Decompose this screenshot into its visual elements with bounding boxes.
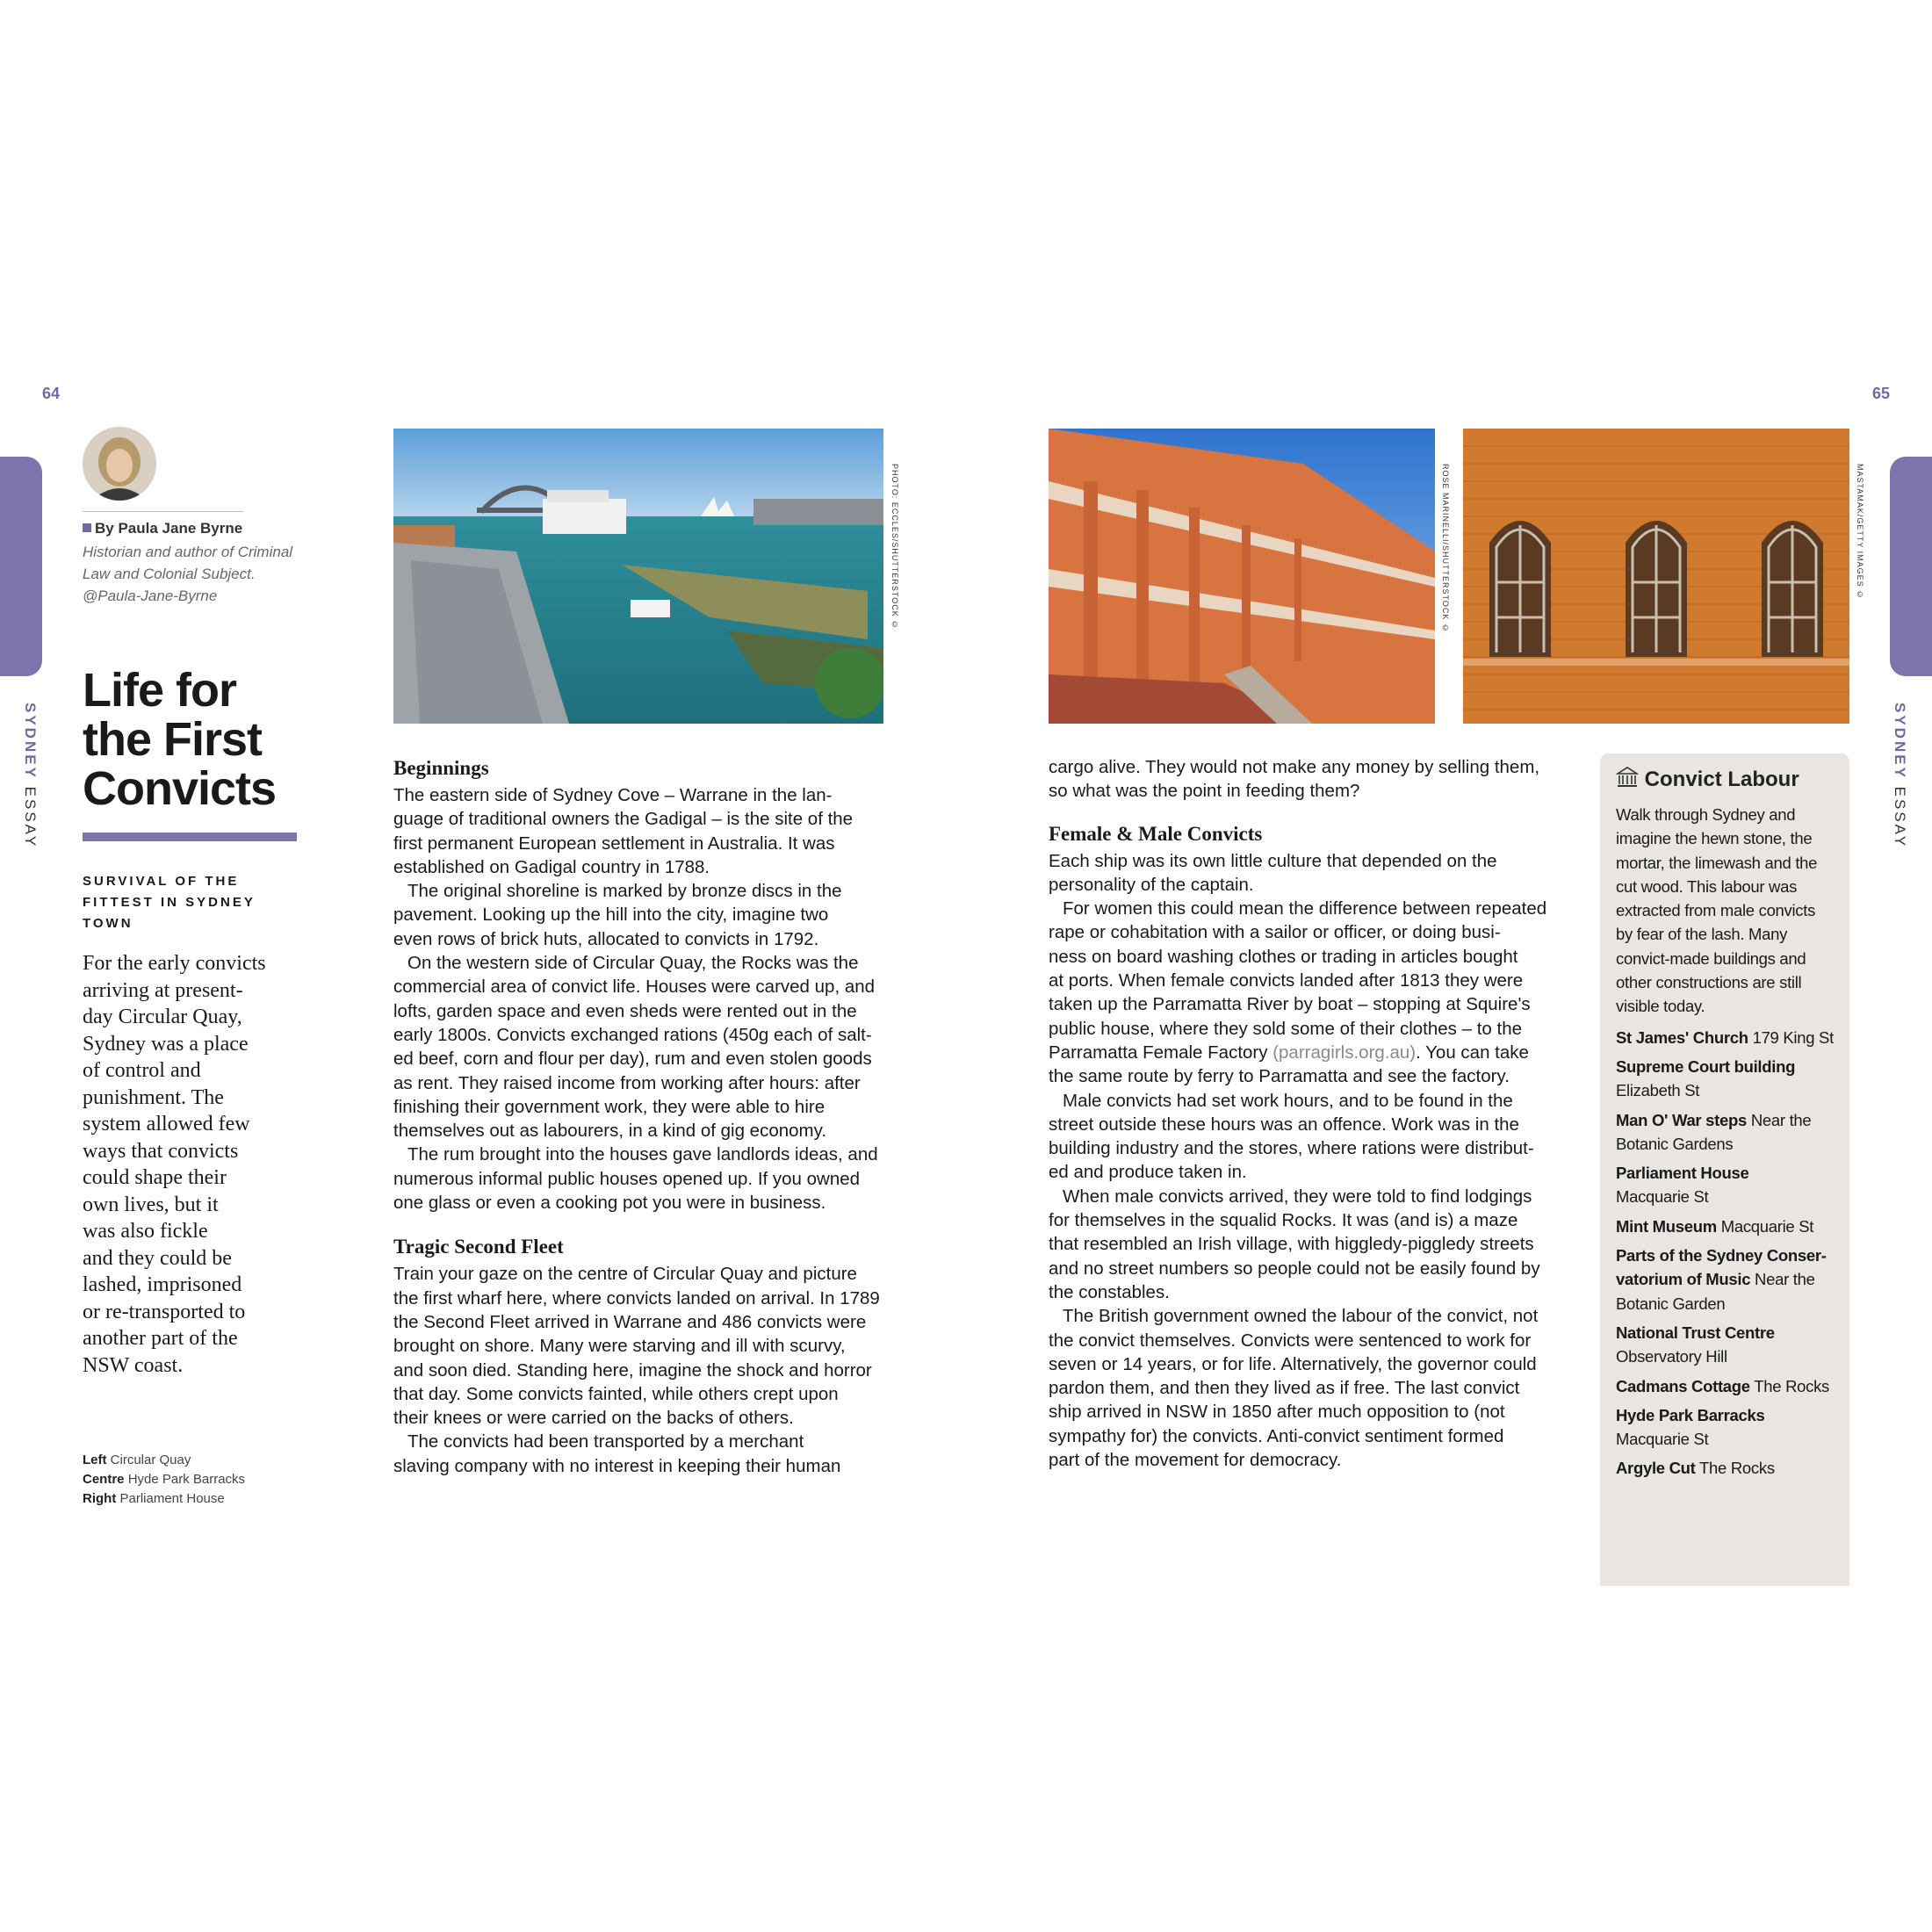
sidebar-body [1616,803,1844,1486]
paragraph: The eastern side of Sydney Cove – Warrane in the lan- guage of traditional owners the Gadigal – is the site of the first permanent European settlement in Australia. It was established on Gadigal country in 1788. [393,785,854,877]
heading-beginnings: Beginnings [393,757,489,779]
author-divider [83,511,243,512]
sidebar-place: Man O' War steps Near the Botanic Gardens [1616,1110,1812,1153]
body-column-2 [1049,755,1571,1472]
intro-line: lashed, imprisoned [83,1273,242,1296]
sidebar-place: National Trust Centre Observatory Hill [1616,1323,1775,1366]
intro-paragraph [83,950,311,1379]
photo-circular-quay [393,429,883,724]
paragraph: The British government owned the labour of the convict, not the convict themselves. Convicts were sentenced to work for seven or 14 years, or for life. Alternatively, the governor could pardon them, and then they lived as if free. The last convict ship arrived in NSW in 1850 after much opposition to (not sympathy for) the convicts. Anti-convict sentiment formed part of the movement for democracy. [1049,1306,1539,1471]
sidebar-intro: Walk through Sydney and imagine the hewn stone, the mortar, the limewash and the cut wood. This labour was extracted from male convicts by fear of the lash. Many convict-made buildings and other constructions are still visible today. [1616,805,1818,1016]
caption-left: Left Circular Quay [83,1453,191,1467]
sidebar-place: Hyde Park Barracks Macquarie St [1616,1405,1765,1449]
sidebar-place: Cadmans Cottage The Rocks [1616,1376,1830,1395]
title-underline [83,833,297,841]
intro-line: ways that convicts [83,1139,239,1163]
section-label-right: SYDNEY ESSAY [1892,703,1908,849]
intro-line: For the early convicts [83,952,266,975]
caption-centre: Centre Hyde Park Barracks [83,1472,246,1487]
paragraph: On the western side of Circular Quay, the Rocks was the commercial area of convict life. Houses were carved up, and lofts, garden space and even sheds were rented out in the early 1800s. Convicts exchanged rations (450g each of salt- ed beef, corn and flour per day), rum and even stolen goods as rent. They raised income from working after hours: after finishing their government work, they were able to hire themselves out as labourers, in a kind of gig economy. [393,953,876,1142]
sidebar-place: Argyle Cut The Rocks [1616,1459,1775,1478]
photo-credit-2: ROSE MARINELLI/SHUTTERSTOCK © [1441,464,1450,633]
sidebar-place: Parliament House Macquarie St [1616,1164,1749,1207]
sidebar-place: Parts of the Sydney Conser- vatorium of Music Near the Botanic Garden [1616,1246,1827,1313]
intro-line: punishment. The [83,1085,224,1109]
intro-line: of control and [83,1059,201,1082]
intro-line: arriving at present- [83,978,243,1002]
page-number-left: 64 [42,385,61,402]
body-column-1 [393,753,885,1478]
building-icon [1616,766,1639,789]
intro-line: own lives, but it [83,1193,219,1216]
caption-right: Right Parliament House [83,1491,225,1506]
sidebar-place: Mint Museum Macquarie St [1616,1216,1814,1236]
author-avatar [83,427,156,501]
intro-line: and they could be [83,1246,232,1270]
article-title: Life for the First Convicts [83,664,277,815]
paragraph: cargo alive. They would not make any money by selling them, so what was the point in feeding them? [1049,757,1540,802]
paragraph: Male convicts had set work hours, and to be found in the street outside these hours was an offence. Work was in the building industry and the stores, where rations were distribut- ed and produce taken in. [1049,1090,1534,1183]
page-number-right: 65 [1872,385,1891,402]
paragraph: The rum brought into the houses gave landlords ideas, and numerous informal public houses opened up. If you owned one glass or even a cooking pot you were in business. [393,1144,878,1214]
author-bio: Historian and author of Criminal Law and Colonial Subject. @Paula-Jane-Byrne [83,544,293,604]
paragraph: Each ship was its own little culture that depended on the personality of the captain. [1049,850,1497,895]
photo-credit-3: MASTAMAK/GETTY IMAGES © [1856,464,1864,601]
photo-parliament-house [1463,429,1849,724]
paragraph: The original shoreline is marked by bronze discs in the pavement. Looking up the hill into the city, imagine two even rows of brick huts, allocated to convicts in 1792. [393,881,842,949]
article-subtitle: SURVIVAL OF THE FITTEST IN SYDNEY TOWN [83,874,256,931]
intro-line: another part of the [83,1327,238,1350]
heading-female-male-convicts: Female & Male Convicts [1049,822,1263,845]
intro-line: could shape their [83,1166,227,1189]
heading-tragic-second-fleet: Tragic Second Fleet [393,1236,564,1258]
sidebar-place: St James' Church 179 King St [1616,1027,1834,1047]
paragraph: Train your gaze on the centre of Circular Quay and picture the first wharf here, where convicts landed on arrival. In 1789 the Second Fleet arrived in Warrane and 486 convicts were brought on shore. Many were starving and ill with scurvy, and soon died. Standing here, imagine the shock and horror that day. Some convicts fainted, while others crept upon their knees or were carried on the backs of others. [393,1264,880,1429]
intro-line: was also fickle [83,1220,208,1243]
intro-line: Sydney was a place [83,1032,249,1056]
sidebar-heading: Convict Labour [1616,766,1799,792]
intro-line: system allowed few [83,1113,250,1135]
paragraph: The convicts had been transported by a merchant slaving company with no interest in keeping their human [393,1431,841,1476]
paragraph: When male convicts arrived, they were told to find lodgings for themselves in the squalid Rocks. It was (and is) a maze that resembled an Irish village, with higgledy-piggledy streets and no street numbers so people could not be easily found by the constables. [1049,1186,1540,1302]
photo-credit-1: PHOTO: ECCLES/SHUTTERSTOCK © [890,464,899,631]
photo-hyde-park-barracks [1049,429,1435,724]
section-label-left: SYDNEY ESSAY [22,703,39,849]
sidebar-place: Supreme Court building Elizabeth St [1616,1056,1796,1100]
intro-line: or re-transported to [83,1300,246,1323]
intro-line: NSW coast. [83,1353,184,1377]
intro-line: day Circular Quay, [83,1006,242,1028]
photo-captions [83,1451,245,1509]
parragirls-link[interactable]: (parragirls.org.au) [1272,1042,1417,1063]
side-tab-right [1890,457,1932,676]
sidebar-convict-labour [1600,753,1849,1586]
author-byline: By Paula Jane Byrne [83,520,242,537]
side-tab-left [0,457,42,676]
paragraph: For women this could mean the difference between repeated rape or cohabitation with a sailor or officer, or doing busi- ness on board washing clothes or trading in articles bought at ports. When female convicts landed after 1813 they were taken up the Parramatta River by boat – stopping at Squire's public house, where they sold some of their clothes – to the Parramatta Female Factory (parragirls.org.au). You can take the same route by ferry to Parramatta and see the factory. [1049,898,1547,1087]
